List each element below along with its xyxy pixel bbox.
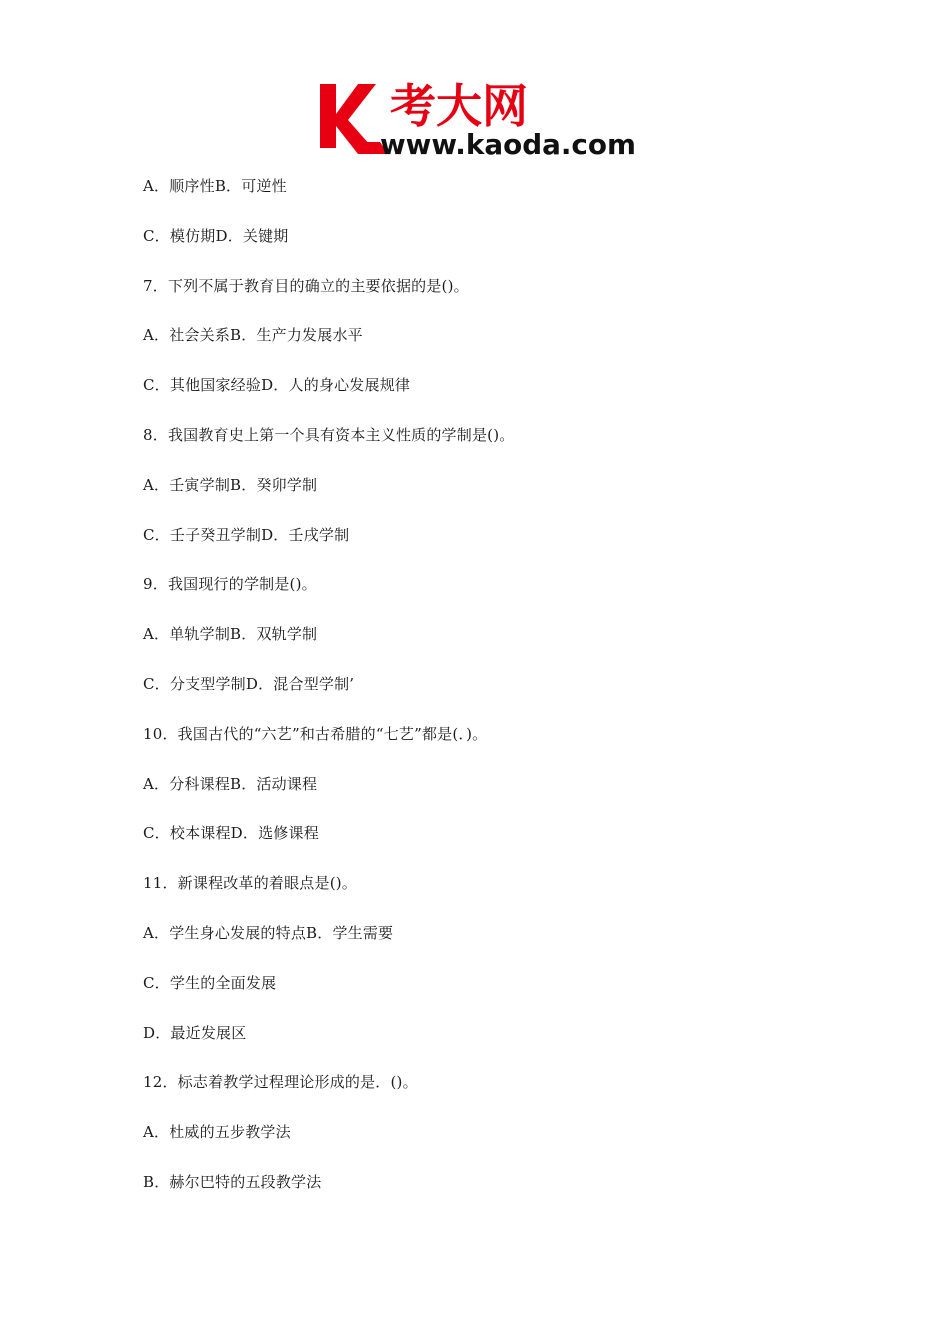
kaoda-logo-mark bbox=[318, 78, 638, 160]
document-line: 9．我国现行的学制是()。 bbox=[143, 575, 317, 594]
document-line: C．校本课程D．选修课程 bbox=[143, 824, 319, 843]
document-line: 11．新课程改革的着眼点是()。 bbox=[143, 874, 357, 893]
document-line: A．学生身心发展的特点B．学生需要 bbox=[143, 923, 394, 942]
document-line: C．分支型学制D．混合型学制’ bbox=[143, 674, 355, 693]
document-line: 8．我国教育史上第一个具有资本主义性质的学制是()。 bbox=[143, 425, 515, 444]
document-line: A．分科课程B．活动课程 bbox=[143, 774, 318, 793]
kaoda-logo bbox=[318, 78, 638, 160]
logo-brand-cn: 考大网 bbox=[390, 79, 528, 133]
document-line: B．赫尔巴特的五段教学法 bbox=[143, 1172, 322, 1191]
document-line: 10．我国古代的“六艺”和古希腊的“七艺”都是(．)。 bbox=[143, 724, 488, 743]
document-line: A．社会关系B．生产力发展水平 bbox=[143, 326, 363, 345]
document-line: C．学生的全面发展 bbox=[143, 973, 277, 992]
document-line: A．顺序性B．可逆性 bbox=[143, 177, 287, 195]
document-line: D．最近发展区 bbox=[143, 1023, 247, 1042]
document-line: A．壬寅学制B．癸卯学制 bbox=[143, 475, 318, 494]
document-line: C．壬子癸丑学制D．壬戌学制 bbox=[143, 525, 350, 544]
document-body bbox=[143, 174, 863, 1220]
document-line: A．杜威的五步教学法 bbox=[143, 1123, 291, 1142]
document-line: 7．下列不属于教育目的确立的主要依据的是()。 bbox=[143, 276, 469, 295]
logo-url: www.kaoda.com bbox=[380, 128, 636, 160]
document-line: A．单轨学制B．双轨学制 bbox=[143, 625, 318, 644]
document-line: C．模仿期D．关键期 bbox=[143, 226, 289, 245]
document-line: 12．标志着教学过程理论形成的是．()。 bbox=[143, 1073, 418, 1092]
document-line: C．其他国家经验D．人的身心发展规律 bbox=[143, 376, 411, 395]
